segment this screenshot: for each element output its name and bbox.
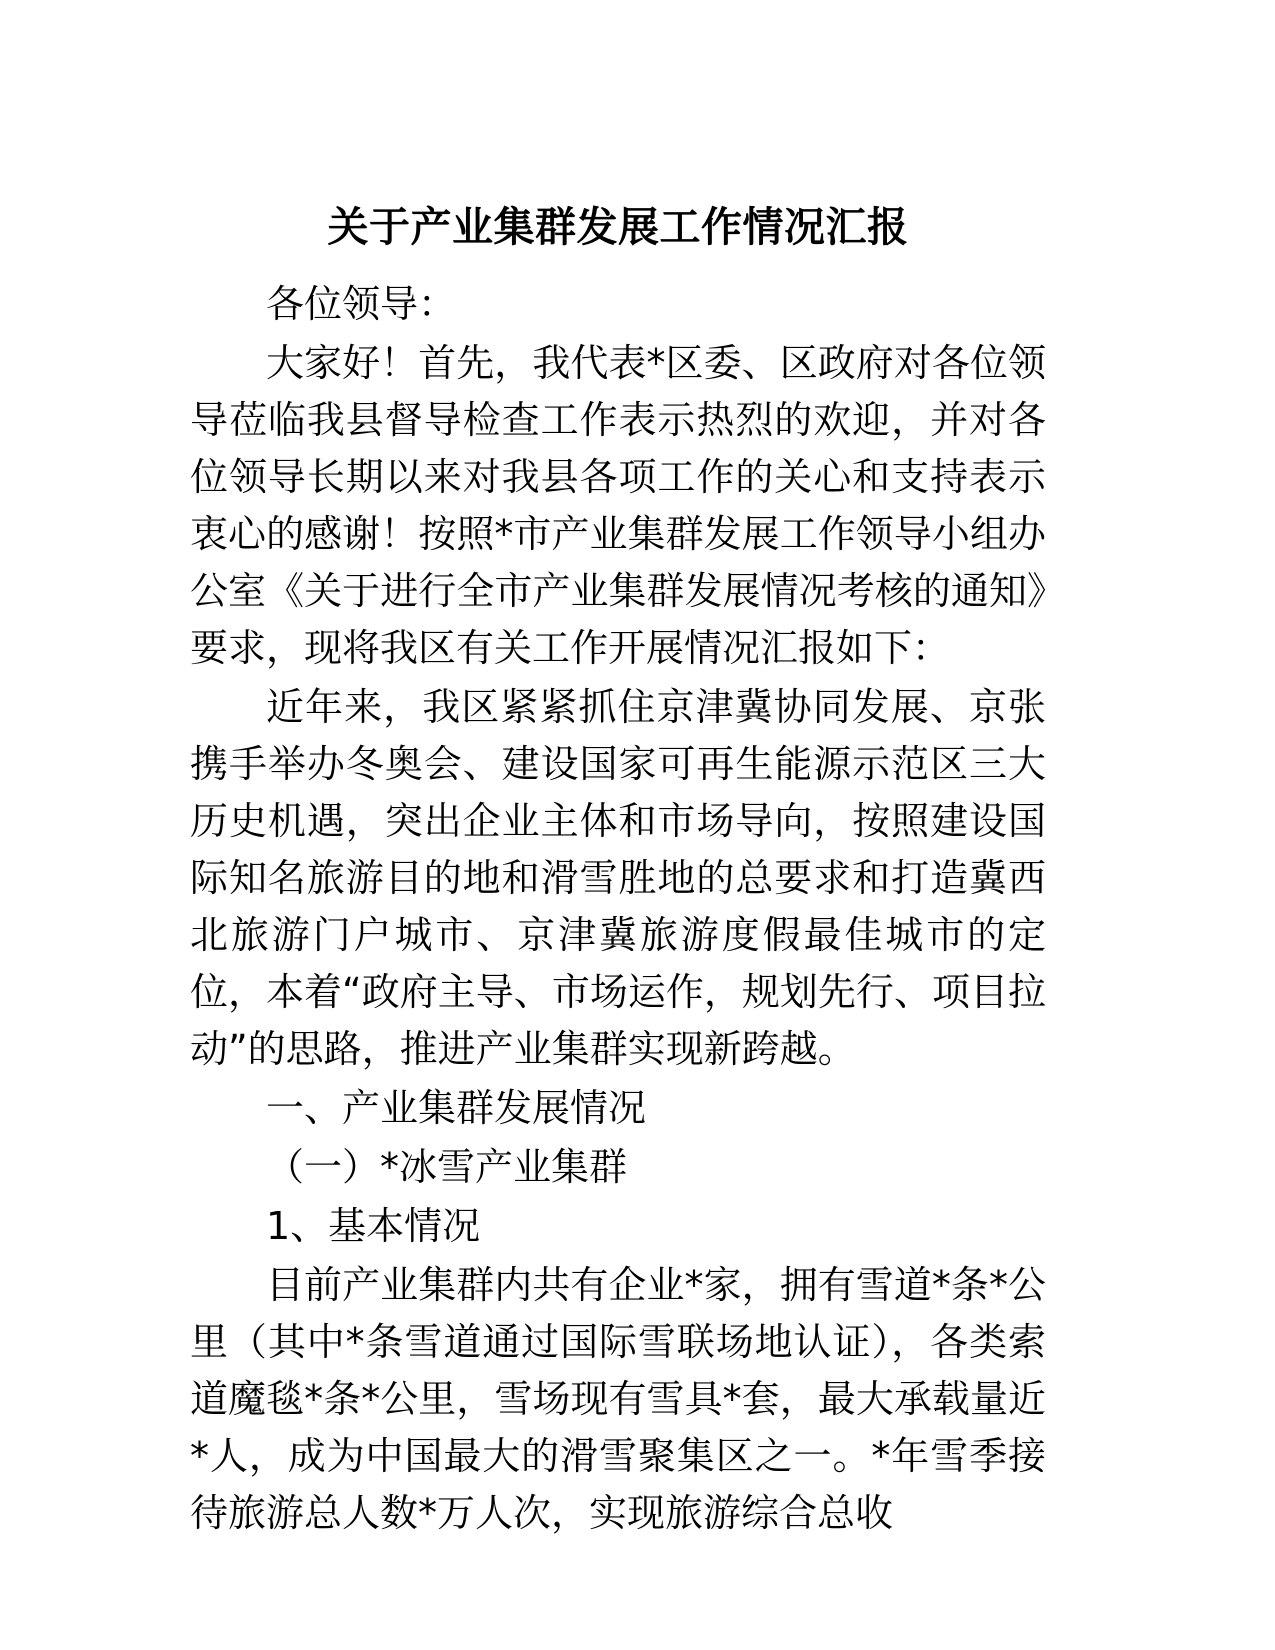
paragraph-greeting: 大家好！首先，我代表*区委、区政府对各位领导莅临我县督导检查工作表示热烈的欢迎，并对各位领导长期以来对我县各项工作的关心和支持表示衷心的感谢！按照*市产业集群发展工作领导小组办公室《关于进行全市产业集群发展情况考核的通知》要求，现将我区有关工作开展情况汇报如下： [190, 341, 1046, 670]
salutation-line: 各位领导： [266, 282, 457, 326]
document-content [190, 196, 1046, 1544]
paragraph-background: 近年来，我区紧紧抓住京津冀协同发展、京张携手举办冬奥会、建设国家可再生能源示范区三大历史机遇，突出企业主体和市场导向，按照建设国际知名旅游目的地和滑雪胜地的总要求和打造冀西北旅游门户城市、京津冀旅游度假最佳城市的定位，本着“政府主导、市场运作，规划先行、项目拉动”的思路，推进产业集群实现新跨越。 [190, 685, 1046, 1071]
heading-level-3: 1、基本情况 [266, 1204, 481, 1248]
heading-level-2: （一）*冰雪产业集群 [266, 1145, 628, 1189]
paragraph-basic-info: 目前产业集群内共有企业*家，拥有雪道*条*公里（其中*条雪道通过国际雪联场地认证），各类索道魔毯*条*公里，雪场现有雪具*套，最大承载量近*人，成为中国最大的滑雪聚集区之一。*年雪季接待旅游总人数*万人次，实现旅游综合总收 [190, 1263, 1046, 1535]
page-title: 关于产业集群发展工作情况汇报 [327, 203, 909, 251]
heading-level-1: 一、产业集群发展情况 [266, 1086, 647, 1130]
